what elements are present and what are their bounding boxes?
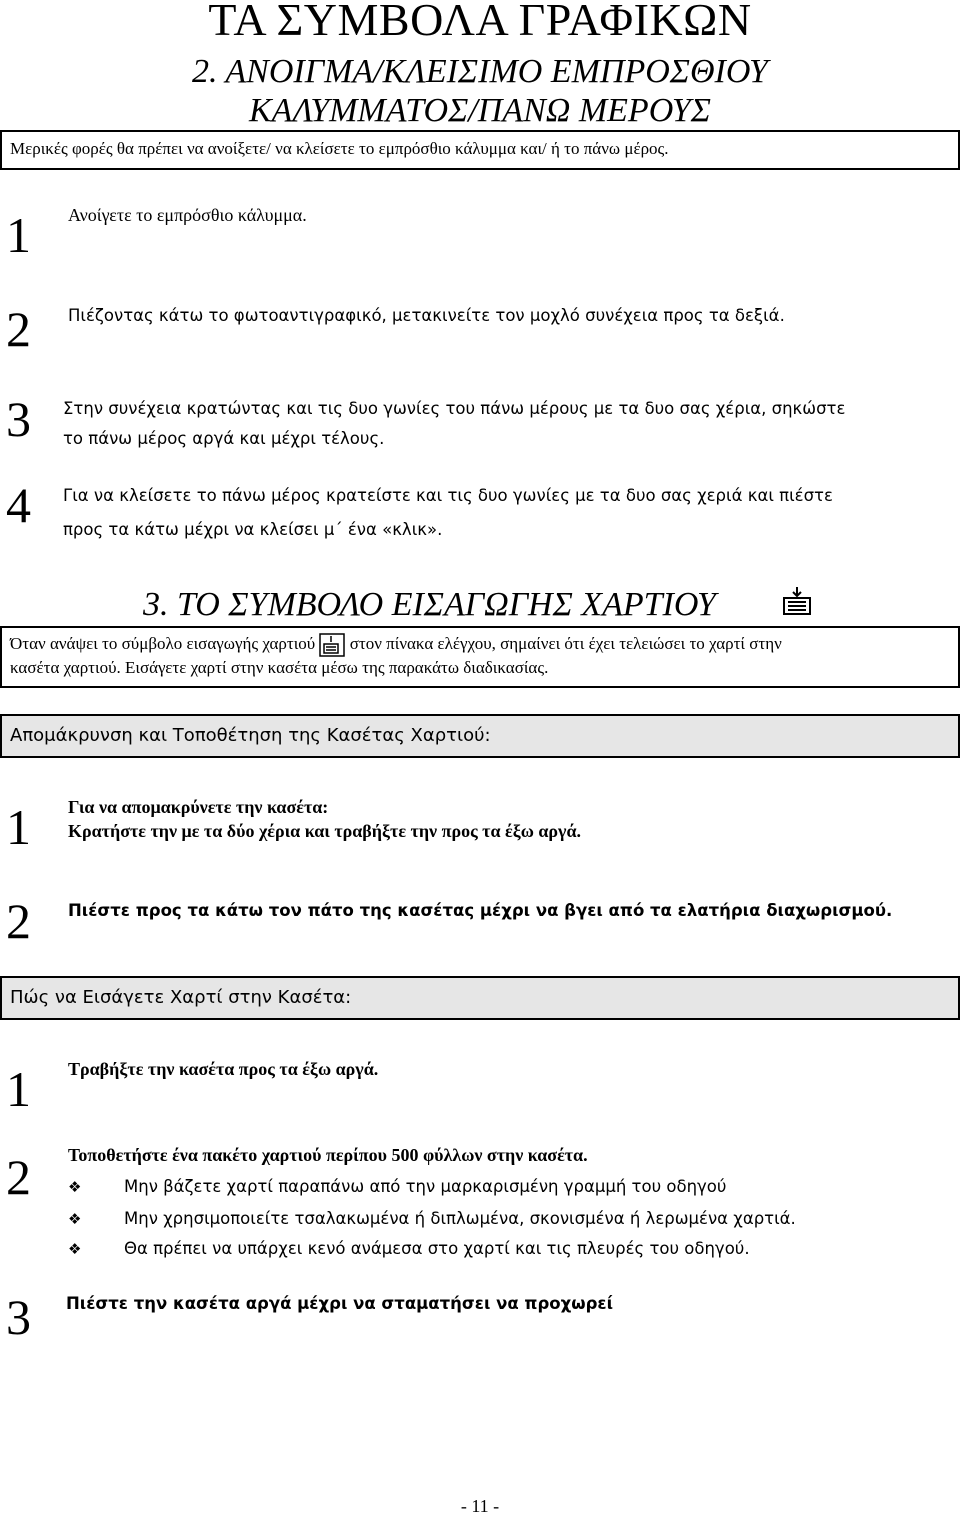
intro-note-box (0, 130, 960, 170)
note-text-part2: στον πίνακα ελέγχου, σημαίνει ότι έχει τελειώσει το χαρτί στην (349, 634, 782, 653)
step-text-line2: προς τα κάτω μέχρι να κλείσει μ΄ ένα «κλικ». (63, 520, 443, 539)
paper-tray-icon (782, 586, 814, 616)
step-number: 1 (6, 207, 31, 263)
step-text: Πιέζοντας κάτω το φωτοαντιγραφικό, μετακινείτε τον μοχλό συνέχεια προς τα δεξιά. (68, 306, 785, 325)
diamond-bullet-icon: ❖ (68, 1210, 82, 1228)
step-text-line2: το πάνω μέρος αργά και μέχρι τέλους. (63, 429, 385, 448)
step-text: Πιέστε την κασέτα αργά μέχρι να σταματήσει να προχωρεί (66, 1294, 614, 1313)
step-text-line1: Στην συνέχεια κρατώντας και τις δυο γωνίες του πάνω μέρους με τα δυο σας χέρια, σηκώστε (63, 399, 846, 418)
note-text-part1: Όταν ανάψει το σύμβολο εισαγωγής χαρτιού (10, 634, 316, 653)
bullet-text: Μην χρησιμοποιείτε τσαλακωμένα ή διπλωμένα, σκονισμένα ή λερωμένα χαρτιά. (124, 1209, 796, 1228)
note-text-line2: κασέτα χαρτιού. Εισάγετε χαρτί στην κασέτα μέσω της παρακάτω διαδικασίας. (10, 658, 549, 678)
step-number: 4 (6, 477, 31, 533)
section-3-heading: 3. ΤΟ ΣΥΜΒΟΛΟ ΕΙΣΑΓΩΓΗΣ ΧΑΡΤΙΟΥ (143, 586, 716, 623)
step-text: Τραβήξτε την κασέτα προς τα έξω αργά. (68, 1059, 379, 1079)
step-text-line2: Κρατήστε την με τα δύο χέρια και τραβήξτε την προς τα έξω αργά. (68, 821, 582, 841)
removal-heading-bar (0, 714, 960, 758)
paper-symbol-note-box (0, 626, 960, 688)
step-number: 3 (6, 391, 31, 447)
insert-heading-bar (0, 976, 960, 1020)
diamond-bullet-icon: ❖ (68, 1178, 82, 1196)
step-text-line1: Για να απομακρύνετε την κασέτα: (68, 797, 329, 817)
bullet-item (68, 1208, 796, 1230)
step-text: Πιέστε προς τα κάτω τον πάτο της κασέτας μέχρι να βγει από τα ελατήρια διαχωρισμού. (68, 901, 893, 920)
step-number: 2 (6, 1149, 31, 1205)
page-number: - 11 - (460, 1496, 500, 1516)
intro-note-text: Μερικές φορές θα πρέπει να ανοίξετε/ να κλείσετε το εμπρόσθιο κάλυμμα και/ ή το πάνω μέρος. (10, 139, 669, 158)
section-2-heading: 2. ΑΝΟΙΓΜΑ/ΚΛΕΙΣΙΜΟ ΕΜΠΡΟΣΘΙΟΥ (192, 53, 768, 90)
paper-tray-icon (319, 633, 345, 657)
section-2-heading-cont: ΚΑΛΥΜΜΑΤΟΣ/ΠΑΝΩ ΜΕΡΟΥΣ (249, 92, 711, 129)
insert-heading: Πώς να Εισάγετε Χαρτί στην Κασέτα: (10, 987, 352, 1008)
step-number: 2 (6, 301, 31, 357)
step-number: 3 (6, 1289, 31, 1345)
step-number: 1 (6, 1061, 31, 1117)
step-text: Τοποθετήστε ένα πακέτο χαρτιού περίπου 500 φύλλων στην κασέτα. (68, 1145, 588, 1165)
step-text: Ανοίγετε το εμπρόσθιο κάλυμμα. (68, 205, 307, 225)
page-title: ΤΑ ΣΥΜΒΟΛΑ ΓΡΑΦΙΚΩΝ (208, 0, 752, 45)
step-number: 2 (6, 893, 31, 949)
bullet-text: Θα πρέπει να υπάρχει κενό ανάμεσα στο χαρτί και τις πλευρές του οδηγού. (124, 1239, 750, 1258)
step-text-line1: Για να κλείσετε το πάνω μέρος κρατείστε και τις δυο γωνίες με τα δυο σας χεριά και πιέστε (63, 486, 833, 505)
bullet-text: Μην βάζετε χαρτί παραπάνω από την μαρκαρισμένη γραμμή του οδηγού (124, 1177, 727, 1196)
diamond-bullet-icon: ❖ (68, 1240, 82, 1258)
step-number: 1 (6, 799, 31, 855)
bullet-item (68, 1176, 726, 1198)
removal-heading: Απομάκρυνση και Τοποθέτηση της Κασέτας Χαρτιού: (10, 725, 491, 746)
bullet-item (68, 1238, 750, 1260)
